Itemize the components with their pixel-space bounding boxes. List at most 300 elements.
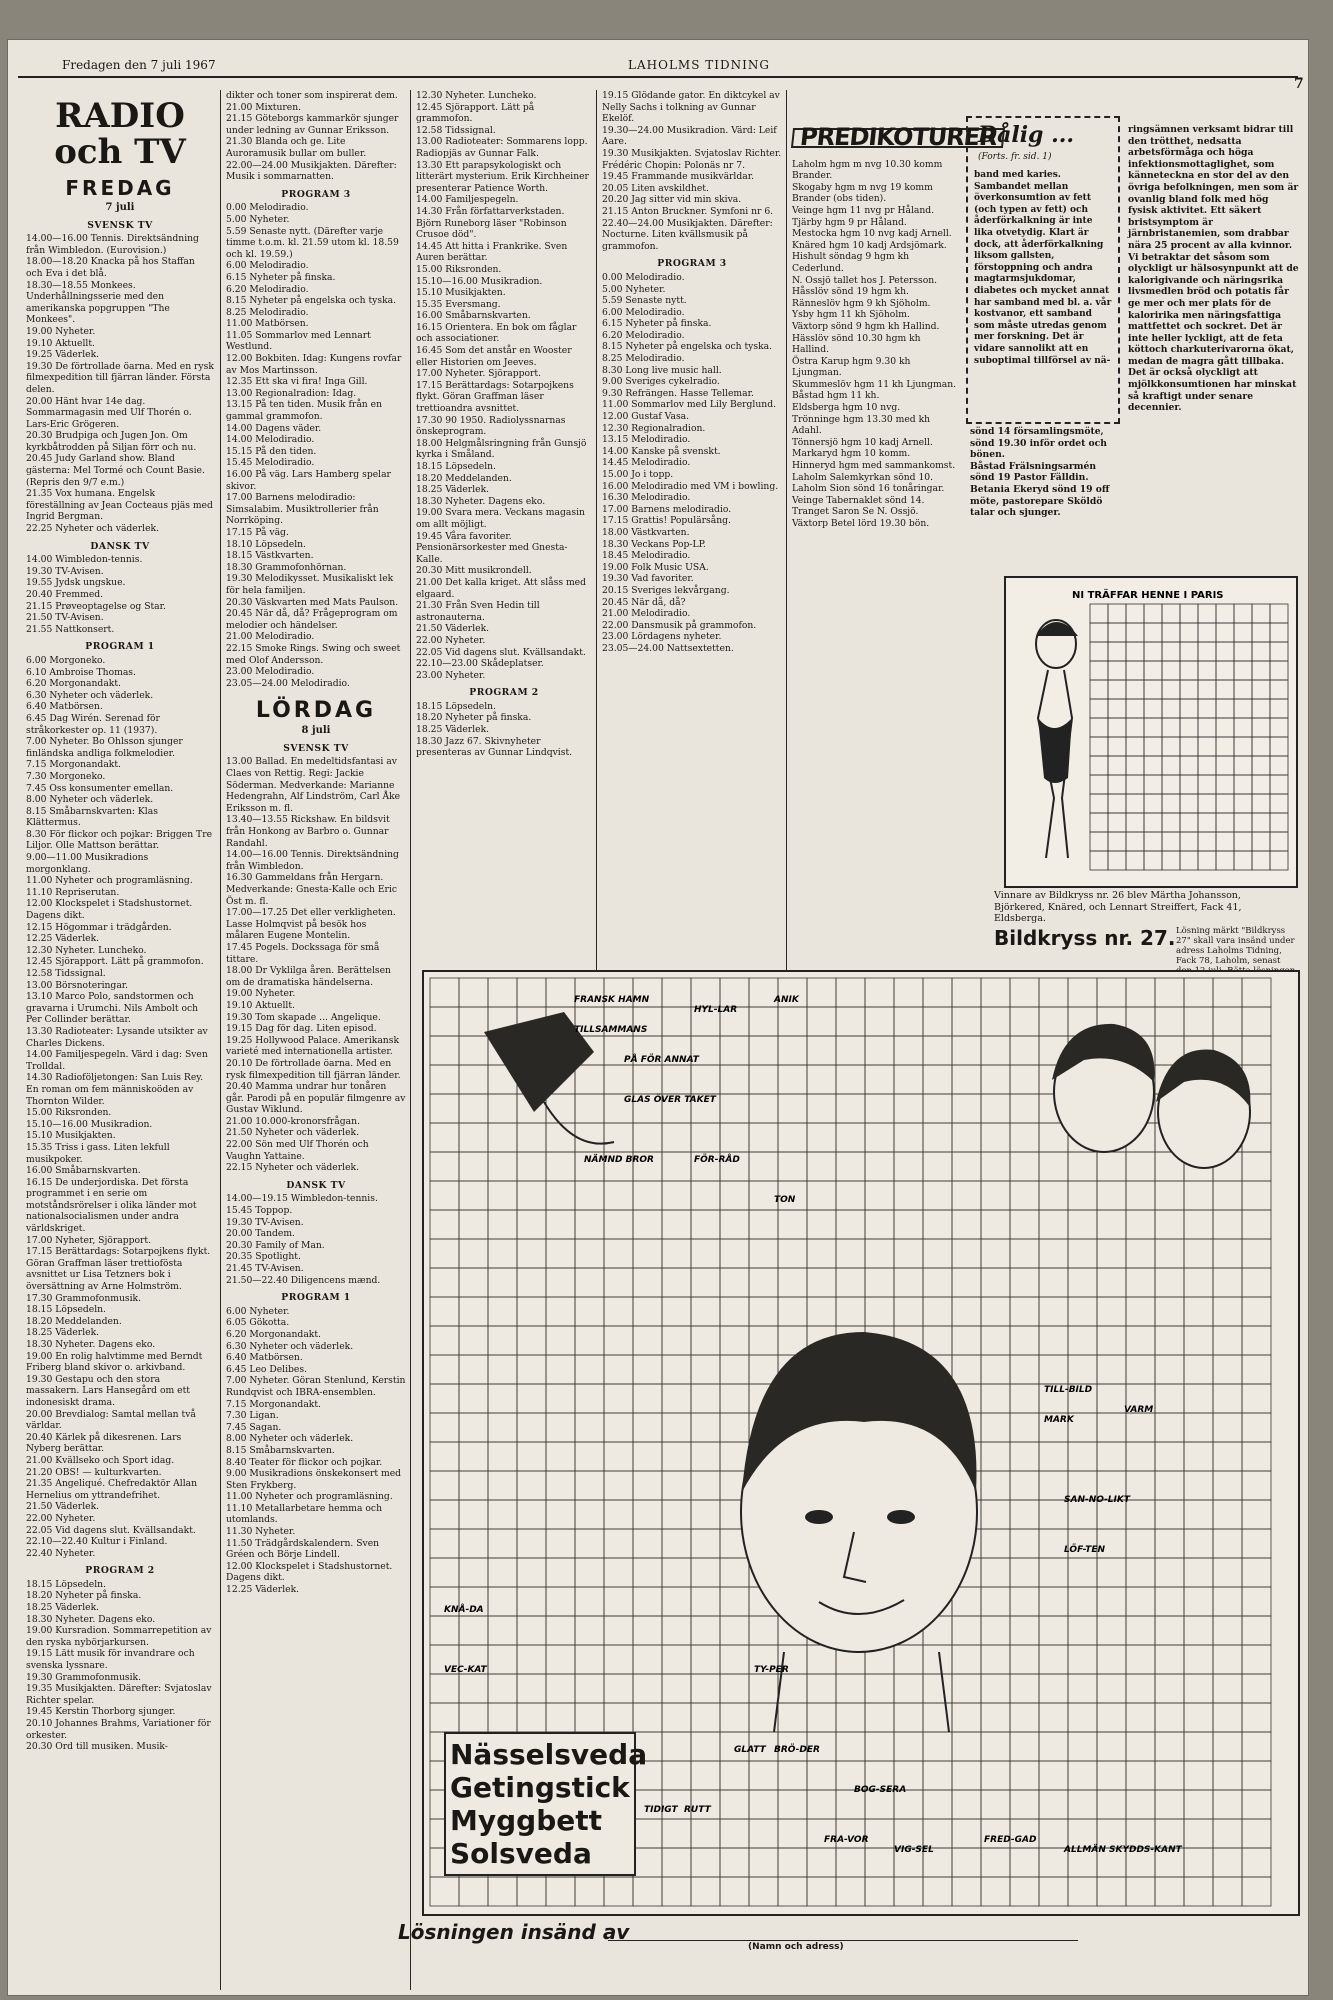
crossword-cell[interactable] (1155, 978, 1184, 1007)
mini-puzzle-cell[interactable] (1126, 794, 1144, 813)
crossword-cell[interactable] (836, 1674, 865, 1703)
crossword-cell[interactable] (662, 1268, 691, 1297)
crossword-cell[interactable] (430, 1471, 459, 1500)
crossword-cell[interactable] (1242, 1442, 1271, 1471)
crossword-cell[interactable] (546, 1268, 575, 1297)
crossword-cell[interactable] (1184, 1500, 1213, 1529)
mini-puzzle-cell[interactable] (1126, 642, 1144, 661)
crossword-cell[interactable] (981, 1529, 1010, 1558)
mini-puzzle-cell[interactable] (1090, 851, 1108, 870)
crossword-cell[interactable] (1068, 1210, 1097, 1239)
crossword-cell[interactable] (807, 1239, 836, 1268)
crossword-cell[interactable] (430, 1123, 459, 1152)
crossword-cell[interactable] (546, 1529, 575, 1558)
crossword-cell[interactable] (1039, 1326, 1068, 1355)
crossword-cell[interactable] (720, 1442, 749, 1471)
crossword-cell[interactable] (488, 1210, 517, 1239)
mini-puzzle-cell[interactable] (1144, 680, 1162, 699)
crossword-cell[interactable] (1010, 1500, 1039, 1529)
crossword-cell[interactable] (1126, 1558, 1155, 1587)
crossword-cell[interactable] (662, 1413, 691, 1442)
crossword-cell[interactable] (1068, 1616, 1097, 1645)
crossword-cell[interactable] (1097, 1297, 1126, 1326)
crossword-cell[interactable] (546, 1355, 575, 1384)
crossword-cell[interactable] (720, 1413, 749, 1442)
crossword-cell[interactable] (1155, 1703, 1184, 1732)
crossword-cell[interactable] (720, 1239, 749, 1268)
crossword-cell[interactable] (459, 1007, 488, 1036)
crossword-cell[interactable] (1155, 1268, 1184, 1297)
crossword-cell[interactable] (1126, 1210, 1155, 1239)
crossword-cell[interactable] (865, 1094, 894, 1123)
crossword-cell[interactable] (691, 1616, 720, 1645)
crossword-cell[interactable] (981, 1065, 1010, 1094)
answer-line[interactable] (608, 1940, 1078, 1941)
crossword-cell[interactable] (1039, 1268, 1068, 1297)
crossword-cell[interactable] (952, 1732, 981, 1761)
mini-puzzle-cell[interactable] (1108, 604, 1126, 623)
crossword-cell[interactable] (546, 1152, 575, 1181)
mini-puzzle-cell[interactable] (1162, 642, 1180, 661)
mini-puzzle-cell[interactable] (1180, 623, 1198, 642)
crossword-cell[interactable] (1184, 1645, 1213, 1674)
mini-puzzle-cell[interactable] (1216, 813, 1234, 832)
crossword-cell[interactable] (778, 1036, 807, 1065)
crossword-cell[interactable] (430, 1007, 459, 1036)
crossword-cell[interactable] (575, 1094, 604, 1123)
crossword-cell[interactable] (1039, 1703, 1068, 1732)
crossword-cell[interactable] (459, 1123, 488, 1152)
crossword-cell[interactable] (865, 1732, 894, 1761)
crossword-cell[interactable] (1010, 1732, 1039, 1761)
crossword-cell[interactable] (836, 1297, 865, 1326)
mini-puzzle-cell[interactable] (1216, 775, 1234, 794)
crossword-cell[interactable] (952, 1819, 981, 1848)
crossword-cell[interactable] (981, 1297, 1010, 1326)
mini-puzzle-cell[interactable] (1090, 794, 1108, 813)
crossword-cell[interactable] (720, 1297, 749, 1326)
mini-puzzle-cell[interactable] (1108, 642, 1126, 661)
mini-puzzle-cell[interactable] (1270, 699, 1288, 718)
crossword-cell[interactable] (865, 1674, 894, 1703)
mini-puzzle-cell[interactable] (1270, 642, 1288, 661)
crossword-cell[interactable] (894, 1152, 923, 1181)
crossword-cell[interactable] (1155, 1297, 1184, 1326)
crossword-cell[interactable] (981, 1442, 1010, 1471)
crossword-cell[interactable] (952, 1210, 981, 1239)
crossword-cell[interactable] (981, 1732, 1010, 1761)
crossword-cell[interactable] (1010, 1703, 1039, 1732)
crossword-cell[interactable] (488, 978, 517, 1007)
crossword-cell[interactable] (459, 1877, 488, 1906)
mini-puzzle-cell[interactable] (1180, 794, 1198, 813)
crossword-cell[interactable] (662, 1239, 691, 1268)
mini-puzzle-cell[interactable] (1144, 756, 1162, 775)
crossword-cell[interactable] (1126, 1529, 1155, 1558)
crossword-cell[interactable] (604, 1181, 633, 1210)
crossword-cell[interactable] (1068, 1326, 1097, 1355)
crossword-cell[interactable] (1097, 1877, 1126, 1906)
crossword-cell[interactable] (1039, 1761, 1068, 1790)
crossword-cell[interactable] (923, 1123, 952, 1152)
crossword-cell[interactable] (517, 1355, 546, 1384)
crossword-cell[interactable] (749, 1152, 778, 1181)
crossword-cell[interactable] (1068, 1442, 1097, 1471)
crossword-cell[interactable] (981, 1384, 1010, 1413)
crossword-cell[interactable] (459, 1210, 488, 1239)
crossword-cell[interactable] (836, 1094, 865, 1123)
crossword-cell[interactable] (923, 1094, 952, 1123)
crossword-cell[interactable] (691, 1065, 720, 1094)
crossword-cell[interactable] (1068, 1645, 1097, 1674)
crossword-cell[interactable] (1242, 1761, 1271, 1790)
mini-puzzle-cell[interactable] (1108, 813, 1126, 832)
crossword-cell[interactable] (720, 1384, 749, 1413)
crossword-cell[interactable] (1010, 1123, 1039, 1152)
crossword-cell[interactable] (952, 1239, 981, 1268)
crossword-cell[interactable] (749, 1094, 778, 1123)
crossword-cell[interactable] (517, 1529, 546, 1558)
crossword-cell[interactable] (1039, 1790, 1068, 1819)
crossword-cell[interactable] (604, 1268, 633, 1297)
crossword-cell[interactable] (836, 1036, 865, 1065)
crossword-cell[interactable] (923, 1297, 952, 1326)
crossword-cell[interactable] (923, 1007, 952, 1036)
mini-puzzle-cell[interactable] (1126, 661, 1144, 680)
crossword-cell[interactable] (865, 1123, 894, 1152)
crossword-cell[interactable] (720, 1645, 749, 1674)
crossword-cell[interactable] (1097, 1442, 1126, 1471)
mini-puzzle-cell[interactable] (1198, 851, 1216, 870)
crossword-cell[interactable] (807, 1877, 836, 1906)
crossword-cell[interactable] (749, 1036, 778, 1065)
crossword-cell[interactable] (981, 1181, 1010, 1210)
crossword-cell[interactable] (1242, 1210, 1271, 1239)
crossword-cell[interactable] (1010, 1210, 1039, 1239)
crossword-cell[interactable] (1068, 1732, 1097, 1761)
crossword-cell[interactable] (1097, 978, 1126, 1007)
crossword-cell[interactable] (1126, 1297, 1155, 1326)
mini-puzzle-cell[interactable] (1252, 623, 1270, 642)
crossword-cell[interactable] (1068, 1558, 1097, 1587)
crossword-cell[interactable] (923, 1065, 952, 1094)
crossword-cell[interactable] (575, 1645, 604, 1674)
crossword-cell[interactable] (836, 1848, 865, 1877)
crossword-cell[interactable] (1213, 1413, 1242, 1442)
mini-puzzle-cell[interactable] (1234, 661, 1252, 680)
crossword-cell[interactable] (459, 1616, 488, 1645)
crossword-cell[interactable] (488, 1094, 517, 1123)
crossword-cell[interactable] (981, 978, 1010, 1007)
crossword-cell[interactable] (836, 1007, 865, 1036)
crossword-cell[interactable] (430, 1500, 459, 1529)
crossword-cell[interactable] (1213, 1703, 1242, 1732)
crossword-cell[interactable] (778, 1674, 807, 1703)
crossword-cell[interactable] (604, 1877, 633, 1906)
crossword-cell[interactable] (952, 1355, 981, 1384)
mini-puzzle-cell[interactable] (1126, 737, 1144, 756)
crossword-cell[interactable] (691, 1123, 720, 1152)
crossword-cell[interactable] (1155, 1790, 1184, 1819)
crossword-cell[interactable] (1184, 1413, 1213, 1442)
crossword-cell[interactable] (720, 1094, 749, 1123)
crossword-cell[interactable] (1097, 1181, 1126, 1210)
mini-puzzle-cell[interactable] (1126, 604, 1144, 623)
crossword-cell[interactable] (1097, 1413, 1126, 1442)
crossword-cell[interactable] (1213, 1558, 1242, 1587)
mini-puzzle-cell[interactable] (1162, 813, 1180, 832)
crossword-cell[interactable] (604, 1674, 633, 1703)
crossword-cell[interactable] (981, 1094, 1010, 1123)
crossword-cell[interactable] (1126, 1355, 1155, 1384)
crossword-cell[interactable] (720, 1848, 749, 1877)
crossword-cell[interactable] (662, 1326, 691, 1355)
mini-puzzle-cell[interactable] (1216, 642, 1234, 661)
crossword-cell[interactable] (1068, 1181, 1097, 1210)
mini-puzzle-cell[interactable] (1144, 832, 1162, 851)
crossword-cell[interactable] (1126, 1645, 1155, 1674)
crossword-cell[interactable] (1184, 1355, 1213, 1384)
crossword-cell[interactable] (1155, 1442, 1184, 1471)
crossword-cell[interactable] (1126, 1877, 1155, 1906)
crossword-cell[interactable] (807, 1210, 836, 1239)
mini-puzzle-cell[interactable] (1126, 813, 1144, 832)
crossword-cell[interactable] (546, 1645, 575, 1674)
mini-puzzle-cell[interactable] (1234, 832, 1252, 851)
mini-puzzle-cell[interactable] (1144, 775, 1162, 794)
crossword-cell[interactable] (1097, 1355, 1126, 1384)
crossword-cell[interactable] (633, 1819, 662, 1848)
crossword-cell[interactable] (517, 1877, 546, 1906)
crossword-cell[interactable] (662, 1297, 691, 1326)
crossword-cell[interactable] (836, 1152, 865, 1181)
mini-puzzle-cell[interactable] (1108, 851, 1126, 870)
crossword-cell[interactable] (923, 1152, 952, 1181)
crossword-cell[interactable] (1010, 1877, 1039, 1906)
mini-puzzle-cell[interactable] (1180, 642, 1198, 661)
crossword-cell[interactable] (488, 1645, 517, 1674)
crossword-cell[interactable] (720, 1123, 749, 1152)
mini-puzzle-cell[interactable] (1144, 623, 1162, 642)
crossword-cell[interactable] (633, 1413, 662, 1442)
crossword-cell[interactable] (604, 1297, 633, 1326)
mini-puzzle-cell[interactable] (1180, 680, 1198, 699)
mini-puzzle-cell[interactable] (1144, 661, 1162, 680)
mini-puzzle-cell[interactable] (1108, 623, 1126, 642)
crossword-cell[interactable] (1242, 1529, 1271, 1558)
crossword-cell[interactable] (1039, 1877, 1068, 1906)
crossword-cell[interactable] (575, 1181, 604, 1210)
crossword-cell[interactable] (1213, 1761, 1242, 1790)
crossword-cell[interactable] (1010, 1036, 1039, 1065)
crossword-cell[interactable] (604, 1413, 633, 1442)
crossword-cell[interactable] (517, 1587, 546, 1616)
mini-puzzle-cell[interactable] (1234, 699, 1252, 718)
crossword-cell[interactable] (1242, 1674, 1271, 1703)
mini-puzzle-cell[interactable] (1252, 661, 1270, 680)
mini-puzzle-cell[interactable] (1126, 699, 1144, 718)
crossword-cell[interactable] (778, 1819, 807, 1848)
crossword-cell[interactable] (604, 1558, 633, 1587)
crossword-cell[interactable] (1039, 1442, 1068, 1471)
crossword-cell[interactable] (720, 1819, 749, 1848)
mini-puzzle-cell[interactable] (1252, 794, 1270, 813)
crossword-cell[interactable] (1242, 1152, 1271, 1181)
crossword-cell[interactable] (662, 1210, 691, 1239)
crossword-cell[interactable] (1213, 1471, 1242, 1500)
crossword-cell[interactable] (633, 1703, 662, 1732)
crossword-cell[interactable] (691, 1732, 720, 1761)
crossword-cell[interactable] (1242, 1703, 1271, 1732)
crossword-cell[interactable] (1039, 1355, 1068, 1384)
crossword-cell[interactable] (430, 1036, 459, 1065)
crossword-cell[interactable] (1010, 1645, 1039, 1674)
crossword-cell[interactable] (865, 1239, 894, 1268)
crossword-cell[interactable] (1184, 1558, 1213, 1587)
crossword-cell[interactable] (1213, 1326, 1242, 1355)
crossword-cell[interactable] (633, 1674, 662, 1703)
crossword-cell[interactable] (1097, 1703, 1126, 1732)
crossword-cell[interactable] (807, 1152, 836, 1181)
crossword-cell[interactable] (1184, 1674, 1213, 1703)
crossword-cell[interactable] (546, 1094, 575, 1123)
crossword-cell[interactable] (517, 1500, 546, 1529)
crossword-cell[interactable] (691, 1703, 720, 1732)
crossword-cell[interactable] (546, 1181, 575, 1210)
crossword-cell[interactable] (1213, 1210, 1242, 1239)
mini-puzzle-cell[interactable] (1162, 851, 1180, 870)
crossword-cell[interactable] (923, 1210, 952, 1239)
crossword-cell[interactable] (1039, 978, 1068, 1007)
crossword-cell[interactable] (691, 1819, 720, 1848)
crossword-cell[interactable] (1068, 1239, 1097, 1268)
crossword-cell[interactable] (1126, 1152, 1155, 1181)
crossword-cell[interactable] (807, 978, 836, 1007)
crossword-cell[interactable] (459, 1558, 488, 1587)
crossword-cell[interactable] (749, 1210, 778, 1239)
mini-puzzle-cell[interactable] (1234, 623, 1252, 642)
crossword-cell[interactable] (778, 1848, 807, 1877)
crossword-cell[interactable] (691, 1181, 720, 1210)
crossword-cell[interactable] (1155, 1529, 1184, 1558)
crossword-cell[interactable] (488, 1181, 517, 1210)
crossword-cell[interactable] (1242, 1471, 1271, 1500)
crossword-cell[interactable] (517, 1268, 546, 1297)
crossword-cell[interactable] (1213, 1616, 1242, 1645)
mini-puzzle-cell[interactable] (1234, 642, 1252, 661)
crossword-cell[interactable] (1097, 1326, 1126, 1355)
mini-puzzle-cell[interactable] (1198, 813, 1216, 832)
crossword-cell[interactable] (1126, 1181, 1155, 1210)
crossword-cell[interactable] (1097, 1239, 1126, 1268)
crossword-cell[interactable] (662, 1703, 691, 1732)
crossword-cell[interactable] (1039, 1181, 1068, 1210)
mini-puzzle-cell[interactable] (1198, 718, 1216, 737)
crossword-cell[interactable] (430, 1413, 459, 1442)
crossword-cell[interactable] (1068, 1587, 1097, 1616)
crossword-cell[interactable] (633, 1181, 662, 1210)
crossword-cell[interactable] (1010, 1761, 1039, 1790)
crossword-cell[interactable] (1242, 978, 1271, 1007)
crossword-cell[interactable] (894, 1181, 923, 1210)
crossword-cell[interactable] (1126, 1326, 1155, 1355)
crossword-cell[interactable] (1010, 1558, 1039, 1587)
crossword-cell[interactable] (1010, 1471, 1039, 1500)
mini-puzzle-cell[interactable] (1252, 718, 1270, 737)
crossword-cell[interactable] (633, 1500, 662, 1529)
crossword-cell[interactable] (865, 1848, 894, 1877)
mini-puzzle-cell[interactable] (1216, 604, 1234, 623)
crossword-cell[interactable] (691, 1268, 720, 1297)
mini-puzzle-cell[interactable] (1198, 794, 1216, 813)
crossword-cell[interactable] (1126, 1616, 1155, 1645)
crossword-cell[interactable] (633, 1558, 662, 1587)
crossword-cell[interactable] (836, 1877, 865, 1906)
crossword-cell[interactable] (459, 1065, 488, 1094)
crossword-cell[interactable] (1242, 1239, 1271, 1268)
crossword-cell[interactable] (1039, 1587, 1068, 1616)
crossword-cell[interactable] (1184, 1761, 1213, 1790)
crossword-cell[interactable] (1126, 1732, 1155, 1761)
crossword-cell[interactable] (1213, 1587, 1242, 1616)
crossword-cell[interactable] (836, 1181, 865, 1210)
crossword-cell[interactable] (1213, 1877, 1242, 1906)
mini-puzzle-cell[interactable] (1252, 699, 1270, 718)
crossword-cell[interactable] (633, 1268, 662, 1297)
crossword-cell[interactable] (517, 1558, 546, 1587)
crossword-cell[interactable] (720, 1210, 749, 1239)
mini-puzzle-cell[interactable] (1198, 642, 1216, 661)
crossword-cell[interactable] (952, 1326, 981, 1355)
crossword-cell[interactable] (430, 1674, 459, 1703)
crossword-cell[interactable] (546, 1703, 575, 1732)
crossword-cell[interactable] (517, 1703, 546, 1732)
crossword-cell[interactable] (865, 1065, 894, 1094)
crossword-cell[interactable] (894, 1065, 923, 1094)
crossword-cell[interactable] (1010, 1065, 1039, 1094)
crossword-cell[interactable] (981, 1471, 1010, 1500)
crossword-cell[interactable] (604, 1210, 633, 1239)
mini-puzzle-cell[interactable] (1180, 813, 1198, 832)
crossword-cell[interactable] (517, 1674, 546, 1703)
crossword-cell[interactable] (430, 1181, 459, 1210)
crossword-cell[interactable] (720, 1065, 749, 1094)
mini-puzzle-cell[interactable] (1144, 737, 1162, 756)
crossword-cell[interactable] (1068, 1355, 1097, 1384)
crossword-cell[interactable] (546, 1297, 575, 1326)
crossword-cell[interactable] (691, 1297, 720, 1326)
crossword-cell[interactable] (1184, 1471, 1213, 1500)
crossword-cell[interactable] (430, 1877, 459, 1906)
crossword-cell[interactable] (517, 1384, 546, 1413)
crossword-cell[interactable] (604, 1645, 633, 1674)
crossword-cell[interactable] (662, 1732, 691, 1761)
crossword-cell[interactable] (459, 1036, 488, 1065)
crossword-cell[interactable] (1242, 1326, 1271, 1355)
crossword-cell[interactable] (1155, 1326, 1184, 1355)
crossword-cell[interactable] (1155, 1558, 1184, 1587)
mini-puzzle-cell[interactable] (1270, 718, 1288, 737)
crossword-cell[interactable] (1155, 1616, 1184, 1645)
crossword-cell[interactable] (1184, 1732, 1213, 1761)
crossword-cell[interactable] (575, 1442, 604, 1471)
mini-puzzle-cell[interactable] (1198, 623, 1216, 642)
mini-puzzle-cell[interactable] (1180, 756, 1198, 775)
crossword-cell[interactable] (546, 1123, 575, 1152)
crossword-cell[interactable] (981, 1239, 1010, 1268)
mini-puzzle-cell[interactable] (1126, 680, 1144, 699)
crossword-cell[interactable] (807, 1790, 836, 1819)
